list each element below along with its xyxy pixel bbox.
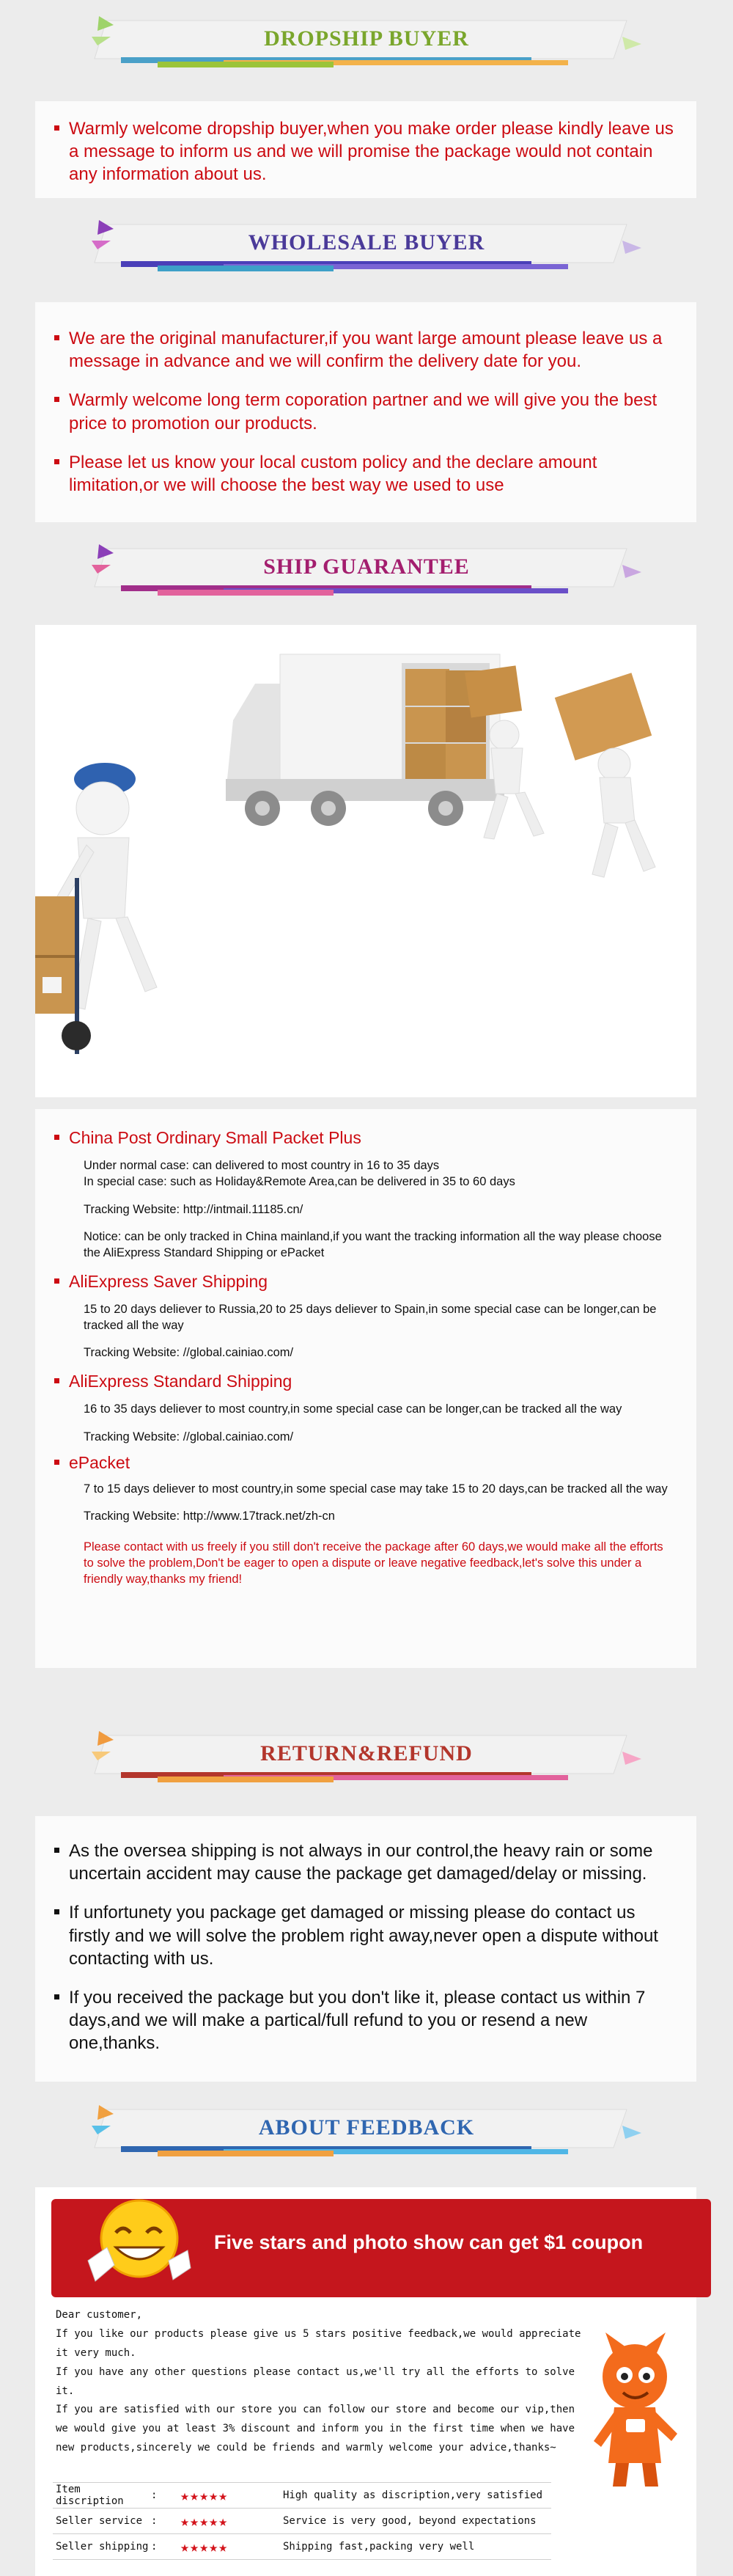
colon: : — [151, 2541, 158, 2553]
dropship-banner — [92, 15, 641, 72]
shipping-notice: Please contact with us freely if you still don't receive the package after 60 days,we would make all the efforts to solve the problem,Don't be eager to open a dispute or leave negative feedback,let's solve this under a friendly way,thanks my friend! — [84, 1540, 663, 1586]
tracking-link[interactable]: Tracking Website: http://intmail.11185.cn/ — [84, 1202, 303, 1216]
method-epacket-title: ePacket — [53, 1453, 674, 1473]
worker-with-trolley-icon — [35, 763, 157, 1054]
text: 7 to 15 days deliever to most country,in some special case may take 15 to 20 days,can be tracked all the way — [84, 1482, 668, 1496]
refund-banner — [92, 1730, 641, 1787]
text: Under normal case: can delivered to most country in 16 to 35 days — [84, 1159, 440, 1172]
tracking-link[interactable]: Tracking Website: //global.cainiao.com/ — [84, 1346, 294, 1360]
feedback-banner — [92, 2104, 641, 2161]
letter-line: If you are satisfied with our store you can follow our store and become our vip,then we would give you at least 3% discount and inform you in the first time when we have new products,sincerely we could be friends and warmly welcome your advice,thanks~ — [56, 2404, 575, 2454]
ship-illustration — [35, 625, 696, 1097]
feedback-card — [35, 2187, 696, 2576]
method-saver-title: AliExpress Saver Shipping — [53, 1272, 674, 1292]
shipping-methods-card — [35, 1109, 696, 1668]
wholesale-item-2: Warmly welcome long term coporation partner and we will give you the best price to promotion our products. — [53, 389, 674, 434]
tracking-link[interactable]: Tracking Website: http://www.17track.net/zh-cn — [84, 1510, 335, 1523]
five-star-icon: ★★★★★ — [180, 2538, 229, 2555]
rating-label: Seller service — [56, 2515, 143, 2527]
text: the AliExpress Standard Shipping or ePacket — [84, 1246, 325, 1260]
rating-desc: High quality as discription,very satisfied — [283, 2489, 543, 2501]
dropship-title: DROPSHIP BUYER — [264, 26, 469, 51]
rating-label: Item discription — [56, 2484, 124, 2507]
wholesale-card — [35, 302, 696, 522]
method-saver-body — [53, 1302, 674, 1361]
wholesale-item-3: Please let us know your local custom policy and the declare amount limitation,or we will choose the best way we used to use — [53, 451, 674, 497]
wholesale-title: WHOLESALE BUYER — [248, 230, 485, 255]
refund-item-2: If unfortunety you package get damaged or missing please do contact us firstly and we will solve the problem right away,never open a dispute without contacting with us. — [53, 1901, 674, 1970]
rating-row-item — [53, 2483, 551, 2509]
smiley-thumbs-up-icon — [73, 2195, 198, 2297]
rating-row-shipping — [53, 2534, 551, 2560]
greeting: Dear customer, — [56, 2309, 143, 2321]
ratings-table — [53, 2482, 551, 2560]
letter-line: If you like our products please give us 5 stars positive feedback,we would appreciate it very much. — [56, 2327, 581, 2359]
refund-title: RETURN&REFUND — [260, 1741, 473, 1765]
dropship-card — [35, 101, 696, 198]
colon: : — [151, 2489, 158, 2501]
ship-banner — [92, 543, 641, 600]
feedback-title: ABOUT FEEDBACK — [258, 2115, 475, 2140]
rating-desc: Service is very good, beyond expectations — [283, 2515, 537, 2527]
letter-line: If you have any other questions please contact us,we'll try all the efforts to solve it. — [56, 2365, 575, 2397]
method-standard-body — [53, 1402, 674, 1446]
coupon-banner — [51, 2199, 711, 2297]
tracking-link[interactable]: Tracking Website: //global.cainiao.com/ — [84, 1430, 294, 1443]
text: In special case: such as Holiday&Remote Area,can be delivered in 35 to 60 days — [84, 1174, 515, 1188]
rating-label: Seller shipping — [56, 2541, 149, 2553]
five-star-icon: ★★★★★ — [180, 2487, 229, 2504]
method-epacket-body — [53, 1482, 674, 1588]
method-china-post-title: China Post Ordinary Small Packet Plus — [53, 1128, 674, 1148]
coupon-text: Five stars and photo show can get $1 coupon — [214, 2231, 644, 2253]
five-star-icon: ★★★★★ — [180, 2512, 229, 2530]
feedback-letter — [56, 2306, 583, 2458]
text: 16 to 35 days deliever to most country,in some special case can be longer,can be tracked all the way — [84, 1402, 622, 1416]
delivery-truck-illustration — [35, 625, 696, 1097]
aliexpress-mascot-icon — [583, 2331, 686, 2492]
rating-row-service — [53, 2509, 551, 2534]
colon: : — [151, 2515, 158, 2527]
method-standard-title: AliExpress Standard Shipping — [53, 1372, 674, 1391]
worker-lifting-box-icon — [555, 673, 655, 877]
truck-icon — [226, 654, 504, 826]
rating-desc: Shipping fast,packing very well — [283, 2541, 475, 2553]
text: 15 to 20 days deliever to Russia,20 to 25 days deliever to Spain,in some special case can be longer,can be tracked all the way — [84, 1302, 657, 1332]
method-china-post-body — [53, 1158, 674, 1262]
wholesale-banner — [92, 219, 641, 276]
text: Notice: can be only tracked in China mainland,if you want the tracking information all the way please choose — [84, 1230, 662, 1244]
dropship-text: Warmly welcome dropship buyer,when you make order please kindly leave us a message to inform us and we will promise the package would not contain any information about us. — [53, 117, 674, 186]
wholesale-item-1: We are the original manufacturer,if you want large amount please leave us a message in advance and we will confirm the delivery date for you. — [53, 327, 674, 373]
refund-item-1: As the oversea shipping is not always in our control,the heavy rain or some uncertain accident may cause the package get damaged/delay or missing. — [53, 1840, 674, 1885]
refund-card — [35, 1816, 696, 2082]
ship-title: SHIP GUARANTEE — [263, 555, 470, 579]
refund-item-3: If you received the package but you don't like it, please contact us within 7 days,and we will make a partical/full refund to you or resend a new one,thanks. — [53, 1986, 674, 2055]
